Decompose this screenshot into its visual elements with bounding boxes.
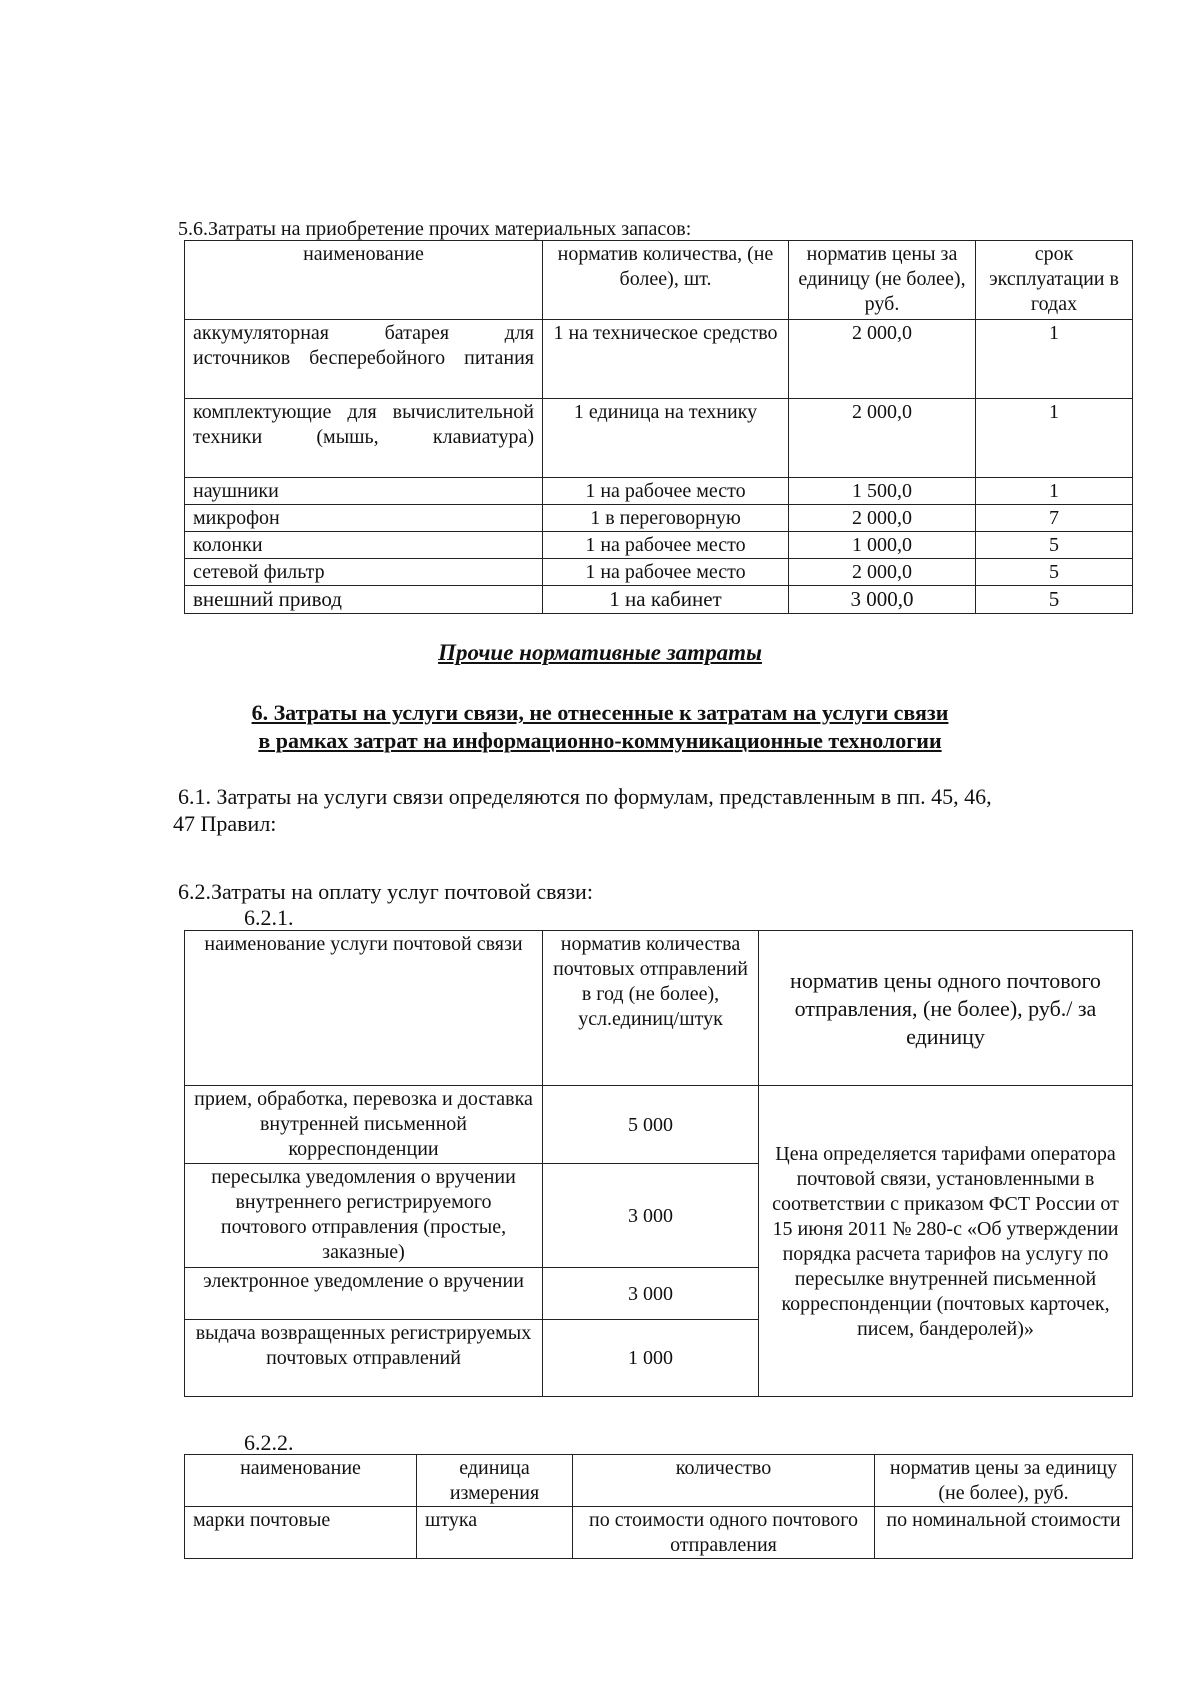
item-price: 2 000,0: [789, 559, 976, 586]
postal-services-table: [184, 930, 1133, 1397]
service-name: электронное уведомление о вручении: [185, 1268, 543, 1320]
item-price: 3 000,0: [789, 586, 976, 614]
item-quantity: 1 в переговорную: [543, 505, 789, 532]
item-quantity: 1 единица на технику: [543, 399, 789, 478]
table-header-row: [185, 241, 1133, 320]
item-quantity: 1 на кабинет: [543, 586, 789, 614]
item-name: микрофон: [185, 505, 543, 532]
service-name: прием, обработка, перевозка и доставка внутренней письменной корреспонденции: [185, 1086, 543, 1164]
header-cell: норматив цены одного почтового отправления, (не более), руб./ за единицу: [759, 931, 1133, 1086]
item-price: 1 000,0: [789, 532, 976, 559]
section-5-6-caption: 5.6.Затраты на приобретение прочих материальных запасов:: [178, 218, 692, 240]
header-cell: норматив количества почтовых отправлений в год (не более), усл.единиц/штук: [543, 931, 759, 1086]
item-quantity: 1 на техническое средство: [543, 320, 789, 399]
item-name: наушники: [185, 478, 543, 505]
item-name: марки почтовые: [185, 1507, 417, 1559]
service-name: выдача возвращенных регистрируемых почтовых отправлений: [185, 1320, 543, 1397]
subsection-6-2-1: 6.2.1.: [244, 905, 294, 930]
item-name: внешний привод: [185, 586, 543, 614]
item-name: сетевой фильтр: [185, 559, 543, 586]
item-lifetime: 5: [976, 586, 1133, 614]
header-cell: срок эксплуатации в годах: [976, 241, 1133, 320]
table-row: [185, 399, 1133, 478]
table-header-row: [185, 931, 1133, 1086]
header-cell: наименование: [185, 1455, 417, 1507]
table-row: [185, 320, 1133, 399]
service-quantity: 1 000: [543, 1320, 759, 1397]
service-name: пересылка уведомления о вручении внутреннего регистрируемого почтового отправления (простые, заказные): [185, 1164, 543, 1268]
postage-stamps-table: [184, 1454, 1133, 1559]
item-lifetime: 5: [976, 532, 1133, 559]
paragraph-6-2: 6.2.Затраты на оплату услуг почтовой связи:: [178, 879, 593, 904]
item-name: аккумуляторная батарея для источников бесперебойного питания: [185, 320, 543, 399]
item-lifetime: 7: [976, 505, 1133, 532]
table-row: [185, 1086, 1133, 1164]
paragraph-6-1-line2: 47 Правил:: [173, 811, 277, 836]
table-row: [185, 478, 1133, 505]
header-cell: количество: [573, 1455, 875, 1507]
header-cell: единица измерения: [417, 1455, 573, 1507]
service-quantity: 3 000: [543, 1268, 759, 1320]
item-lifetime: 5: [976, 559, 1133, 586]
item-quantity: 1 на рабочее место: [543, 532, 789, 559]
header-cell: норматив количества, (не более), шт.: [543, 241, 789, 320]
other-costs-heading: Прочие нормативные затраты: [438, 640, 762, 665]
header-cell: норматив цены за единицу (не более), руб.: [789, 241, 976, 320]
table-row: [185, 1507, 1133, 1559]
header-cell: норматив цены за единицу (не более), руб.: [875, 1455, 1133, 1507]
subsection-6-2-2: 6.2.2.: [244, 1430, 294, 1455]
materials-table: [184, 240, 1133, 614]
header-cell: наименование: [185, 241, 543, 320]
item-price: 1 500,0: [789, 478, 976, 505]
item-quantity: 1 на рабочее место: [543, 478, 789, 505]
item-price: по номинальной стоимости: [875, 1507, 1133, 1559]
item-lifetime: 1: [976, 399, 1133, 478]
price-note: Цена определяется тарифами оператора почтовой связи, установленными в соответствии с приказом ФСТ России от 15 июня 2011 № 280-с «Об утверждении порядка расчета тарифов на услугу по пересылке внутренней письменной корреспонденции (почтовых карточек, писем, бандеролей)»: [759, 1086, 1133, 1397]
section-6-heading-line1: 6. Затраты на услуги связи, не отнесенные к затратам на услуги связи: [251, 700, 949, 725]
table-row: [185, 586, 1133, 614]
item-unit: штука: [417, 1507, 573, 1559]
header-cell: наименование услуги почтовой связи: [185, 931, 543, 1086]
section-6-heading-line2: в рамках затрат на информационно-коммуникационные технологии: [258, 728, 942, 753]
item-lifetime: 1: [976, 320, 1133, 399]
table-row: [185, 532, 1133, 559]
table-row: [185, 505, 1133, 532]
paragraph-6-1-line1: 6.1. Затраты на услуги связи определяются по формулам, представленным в пп. 45, 46,: [178, 784, 992, 809]
service-quantity: 5 000: [543, 1086, 759, 1164]
item-price: 2 000,0: [789, 399, 976, 478]
service-quantity: 3 000: [543, 1164, 759, 1268]
item-name: комплектующие для вычислительной техники (мышь, клавиатура): [185, 399, 543, 478]
item-price: 2 000,0: [789, 320, 976, 399]
item-quantity: 1 на рабочее место: [543, 559, 789, 586]
item-name: колонки: [185, 532, 543, 559]
table-row: [185, 559, 1133, 586]
item-lifetime: 1: [976, 478, 1133, 505]
item-quantity: по стоимости одного почтового отправления: [573, 1507, 875, 1559]
table-header-row: [185, 1455, 1133, 1507]
item-price: 2 000,0: [789, 505, 976, 532]
